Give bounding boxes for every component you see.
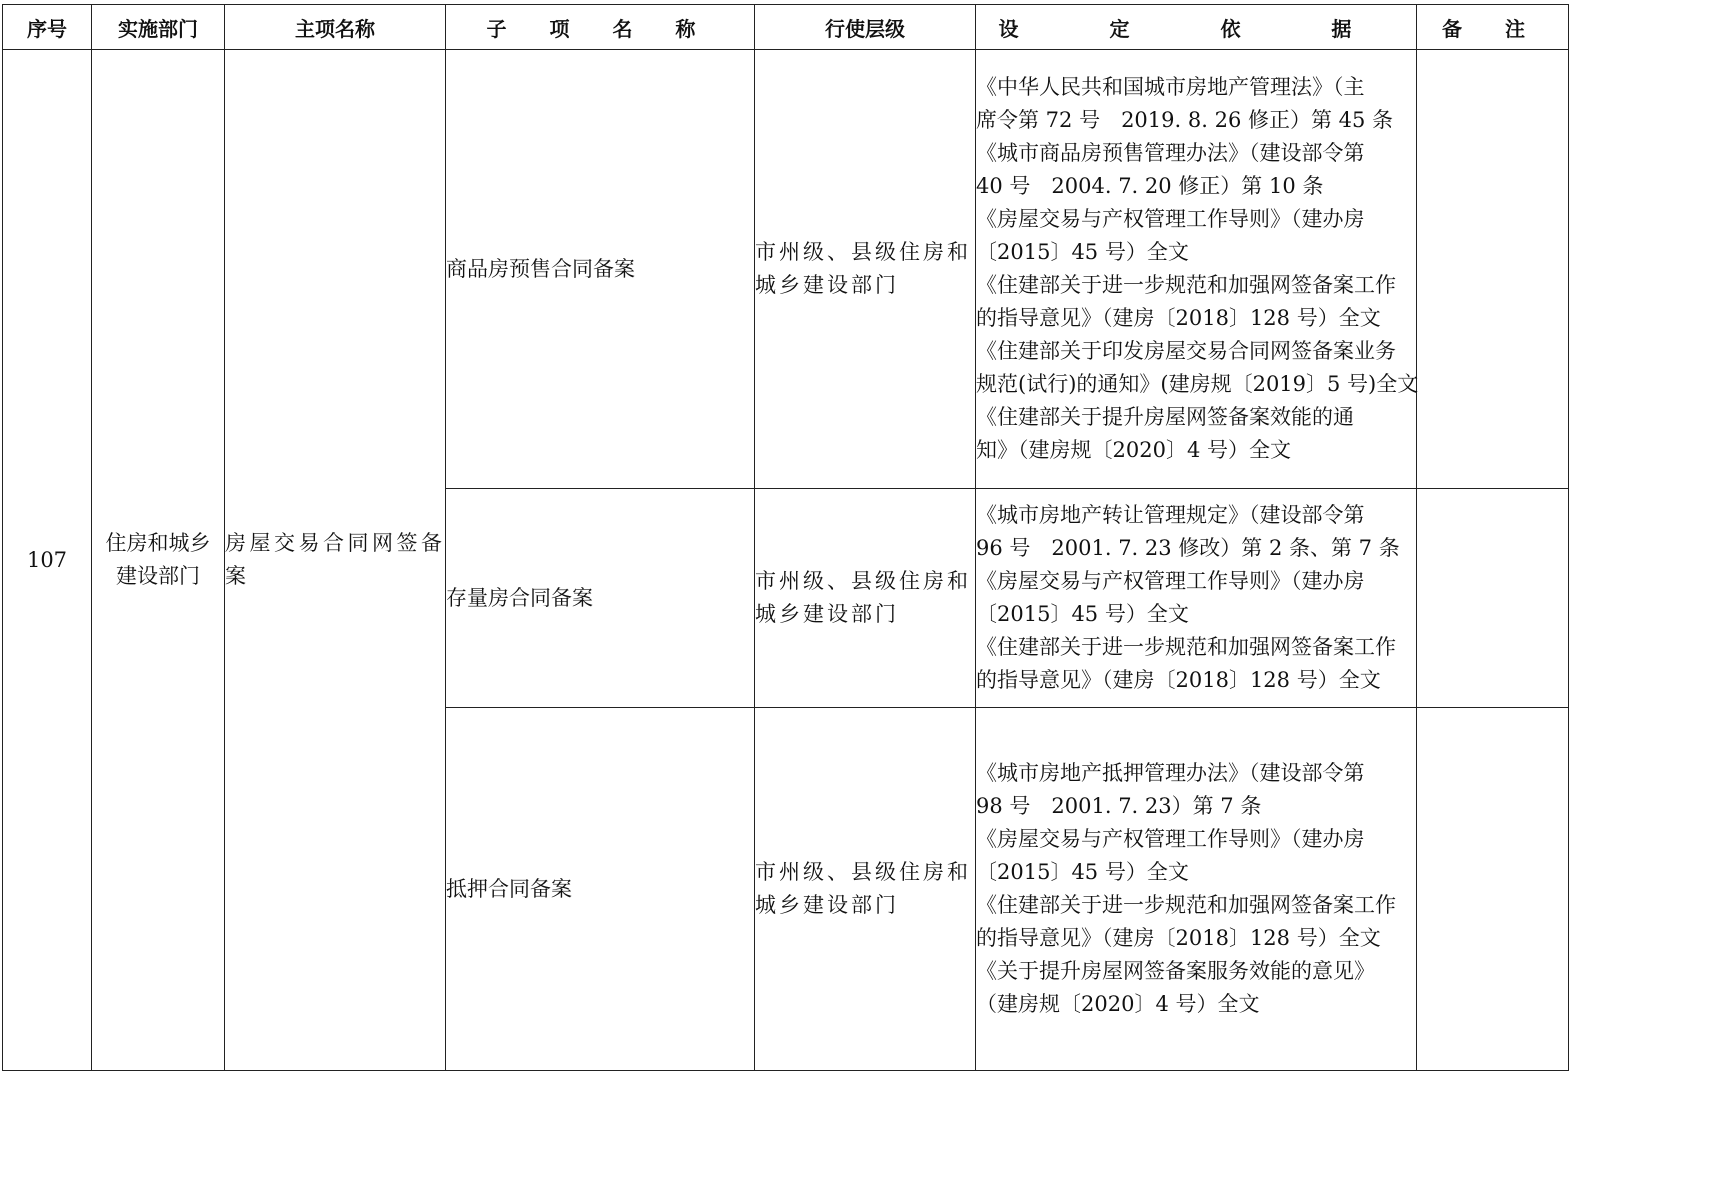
header-main-item: 主项名称 — [225, 5, 446, 50]
basis-line: 《中华人民共和国城市房地产管理法》（主 — [976, 75, 1365, 99]
basis-cell — [976, 708, 1417, 1071]
basis-line: 《住建部关于进一步规范和加强网签备案工作 — [976, 893, 1396, 917]
header-remark: 备 注 — [1417, 5, 1569, 50]
basis-cell — [976, 489, 1417, 708]
remark-cell — [1417, 50, 1569, 489]
basis-line: 〔2015〕45 号）全文 — [976, 240, 1189, 264]
basis-line: 《房屋交易与产权管理工作导则》（建办房 — [976, 207, 1365, 231]
basis-line: 《住建部关于进一步规范和加强网签备案工作 — [976, 635, 1396, 659]
basis-line: 的指导意见》（建房〔2018〕128 号）全文 — [976, 668, 1381, 692]
record-main-item: 房屋交易合同网签备案 — [225, 50, 446, 1071]
basis-line: 《城市商品房预售管理办法》（建设部令第 — [976, 141, 1365, 165]
basis-line: 《关于提升房屋网签备案服务效能的意见》 — [976, 959, 1375, 983]
sub-item-name: 商品房预售合同备案 — [446, 50, 755, 489]
approval-items-table — [2, 4, 1569, 1071]
basis-line: 《住建部关于提升房屋网签备案效能的通 — [976, 405, 1354, 429]
basis-line: 规范(试行)的通知》(建房规〔2019〕5 号)全文 — [976, 372, 1419, 396]
basis-line: 《房屋交易与产权管理工作导则》（建办房 — [976, 827, 1365, 851]
header-dept: 实施部门 — [92, 5, 225, 50]
sub-item-name: 抵押合同备案 — [446, 708, 755, 1071]
header-no: 序号 — [3, 5, 92, 50]
basis-line: 96 号 2001. 7. 23 修改）第 2 条、第 7 条 — [976, 536, 1400, 560]
basis-line: 《城市房地产抵押管理办法》（建设部令第 — [976, 761, 1365, 785]
basis-line: 〔2015〕45 号）全文 — [976, 602, 1189, 626]
basis-line: 《住建部关于印发房屋交易合同网签备案业务 — [976, 339, 1396, 363]
level-text: 市州级、县级住房和城乡建设部门 — [755, 489, 976, 708]
basis-line: 的指导意见》（建房〔2018〕128 号）全文 — [976, 926, 1381, 950]
header-sub-item: 子 项 名 称 — [446, 5, 755, 50]
remark-cell — [1417, 489, 1569, 708]
basis-line: 《城市房地产转让管理规定》（建设部令第 — [976, 503, 1365, 527]
basis-line: 〔2015〕45 号）全文 — [976, 860, 1189, 884]
basis-line: 98 号 2001. 7. 23）第 7 条 — [976, 794, 1262, 818]
basis-line: 席令第 72 号 2019. 8. 26 修正）第 45 条 — [976, 108, 1394, 132]
sub-item-name: 存量房合同备案 — [446, 489, 755, 708]
basis-line: 知》（建房规〔2020〕4 号）全文 — [976, 438, 1291, 462]
table-header-row — [3, 5, 1569, 50]
basis-line: 40 号 2004. 7. 20 修正）第 10 条 — [976, 174, 1324, 198]
basis-line: 的指导意见》（建房〔2018〕128 号）全文 — [976, 306, 1381, 330]
header-level: 行使层级 — [755, 5, 976, 50]
table-row — [3, 50, 1569, 489]
basis-cell — [976, 50, 1417, 489]
record-no: 107 — [3, 50, 92, 1071]
level-text: 市州级、县级住房和城乡建设部门 — [755, 50, 976, 489]
remark-cell — [1417, 708, 1569, 1071]
level-text: 市州级、县级住房和城乡建设部门 — [755, 708, 976, 1071]
header-basis: 设 定 依 据 — [976, 5, 1417, 50]
record-dept: 住房和城乡建设部门 — [92, 50, 225, 1071]
basis-line: 《住建部关于进一步规范和加强网签备案工作 — [976, 273, 1396, 297]
basis-line: （建房规〔2020〕4 号）全文 — [976, 992, 1260, 1016]
basis-line: 《房屋交易与产权管理工作导则》（建办房 — [976, 569, 1365, 593]
